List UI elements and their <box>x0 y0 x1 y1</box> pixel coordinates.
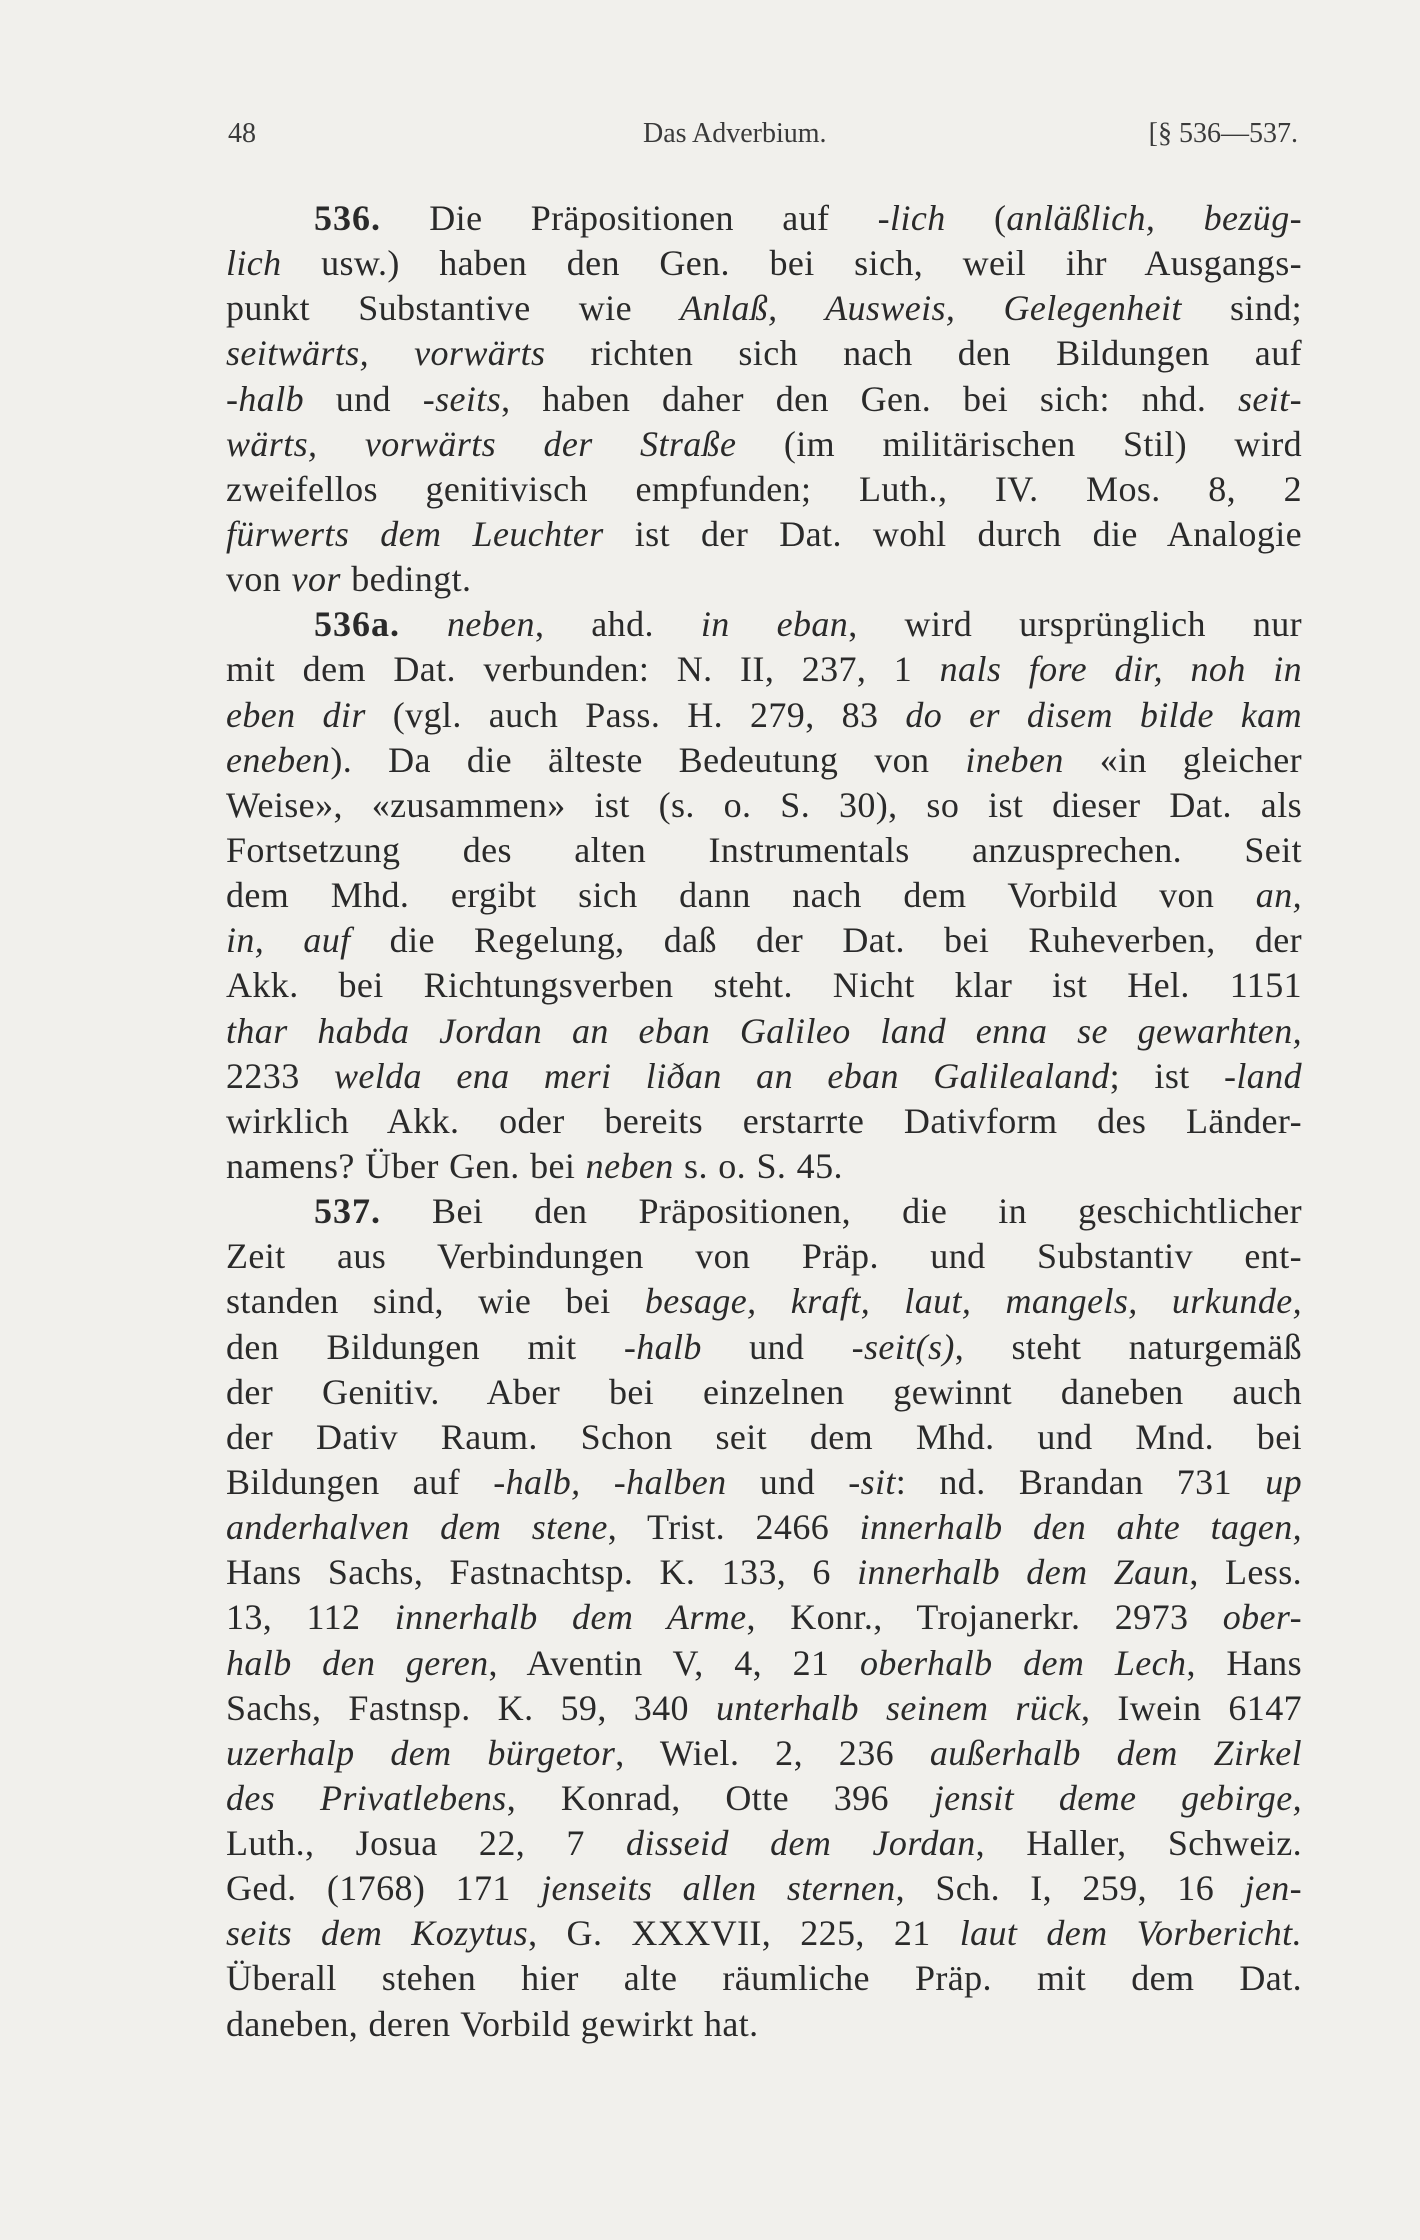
text-line: halb den geren, Aventin V, 4, 21 oberhalb dem Lech, Hans <box>226 1642 1302 1683</box>
text-line: eben dir (vgl. auch Pass. H. 279, 83 do er disem bilde kam <box>226 694 1302 735</box>
text-line: Weise», «zusammen» ist (s. o. S. 30), so ist dieser Dat. als <box>226 784 1302 825</box>
text-line: uzerhalp dem bürgetor, Wiel. 2, 236 außerhalb dem Zirkel <box>226 1732 1302 1773</box>
text-line: den Bildungen mit -halb und -seit(s), steht naturgemäß <box>226 1326 1302 1367</box>
text-line: eneben). Da die älteste Bedeutung von ineben «in gleicher <box>226 739 1302 780</box>
text-line: 537. Bei den Präpositionen, die in geschichtlicher <box>314 1191 1302 1232</box>
text-line: namens? Über Gen. bei neben s. o. S. 45. <box>226 1145 843 1186</box>
text-line: daneben, deren Vorbild gewirkt hat. <box>226 2003 759 2044</box>
text-line: in, auf die Regelung, daß der Dat. bei Ruheverben, der <box>226 920 1302 961</box>
text-line: lich usw.) haben den Gen. bei sich, weil ihr Ausgangs- <box>226 243 1302 284</box>
text-line: standen sind, wie bei besage, kraft, laut, mangels, urkunde, <box>226 1281 1302 1322</box>
text-line: mit dem Dat. verbunden: N. II, 237, 1 nals fore dir, noh in <box>226 649 1302 690</box>
text-line: fürwerts dem Leuchter ist der Dat. wohl durch die Analogie <box>226 513 1302 554</box>
running-header <box>228 118 1298 162</box>
text-line: der Dativ Raum. Schon seit dem Mhd. und Mnd. bei <box>226 1416 1302 1457</box>
section-range: [§ 536—537. <box>1148 118 1298 149</box>
text-line: dem Mhd. ergibt sich dann nach dem Vorbild von an, <box>226 875 1302 916</box>
text-line: 536. Die Präpositionen auf -lich (anläßlich, bezüg- <box>314 198 1302 238</box>
text-line: wärts, vorwärts der Straße (im militärischen Stil) wird <box>226 423 1302 464</box>
text-line: 2233 welda ena meri liðan an eban Galilealand; ist -land <box>226 1055 1302 1096</box>
text-line: -halb und -seits, haben daher den Gen. bei sich: nhd. seit- <box>226 378 1302 419</box>
text-line: Ged. (1768) 171 jenseits allen sternen, Sch. I, 259, 16 jen- <box>226 1868 1302 1909</box>
text-line: 536a. neben, ahd. in eban, wird ursprünglich nur <box>314 604 1302 645</box>
text-line: zweifellos genitivisch empfunden; Luth., IV. Mos. 8, 2 <box>226 468 1302 509</box>
text-line: der Genitiv. Aber bei einzelnen gewinnt daneben auch <box>226 1371 1302 1412</box>
text-line: Bildungen auf -halb, -halben und -sit: nd. Brandan 731 up <box>226 1461 1302 1502</box>
text-line: thar habda Jordan an eban Galileo land enna se gewarhten, <box>226 1010 1302 1051</box>
text-line: Hans Sachs, Fastnachtsp. K. 133, 6 innerhalb dem Zaun, Less. <box>226 1552 1302 1593</box>
text-line: Sachs, Fastnsp. K. 59, 340 unterhalb seinem rück, Iwein 6147 <box>226 1687 1302 1728</box>
text-line: von vor bedingt. <box>226 559 472 600</box>
text-line: des Privatlebens, Konrad, Otte 396 jensit deme gebirge, <box>226 1777 1302 1818</box>
running-title: Das Adverbium. <box>643 118 827 149</box>
text-line: seitwärts, vorwärts richten sich nach den Bildungen auf <box>226 333 1302 374</box>
text-line: Fortsetzung des alten Instrumentals anzusprechen. Seit <box>226 829 1302 870</box>
text-line: anderhalven dem stene, Trist. 2466 innerhalb den ahte tagen, <box>226 1507 1302 1548</box>
text-line: Luth., Josua 22, 7 disseid dem Jordan, Haller, Schweiz. <box>226 1823 1302 1864</box>
text-line: seits dem Kozytus, G. XXXVII, 225, 21 laut dem Vorbericht. <box>226 1913 1302 1954</box>
text-line: wirklich Akk. oder bereits erstarrte Dativform des Länder- <box>226 1100 1302 1141</box>
text-line: 13, 112 innerhalb dem Arme, Konr., Trojanerkr. 2973 ober- <box>226 1597 1302 1638</box>
page-number: 48 <box>228 118 256 149</box>
text-line: Akk. bei Richtungsverben steht. Nicht klar ist Hel. 1151 <box>226 965 1302 1006</box>
text-line: punkt Substantive wie Anlaß, Ausweis, Gelegenheit sind; <box>226 288 1302 329</box>
text-line: Überall stehen hier alte räumliche Präp. mit dem Dat. <box>226 1958 1302 1999</box>
body-text <box>226 196 1302 2047</box>
text-line: Zeit aus Verbindungen von Präp. und Substantiv ent- <box>226 1236 1302 1277</box>
